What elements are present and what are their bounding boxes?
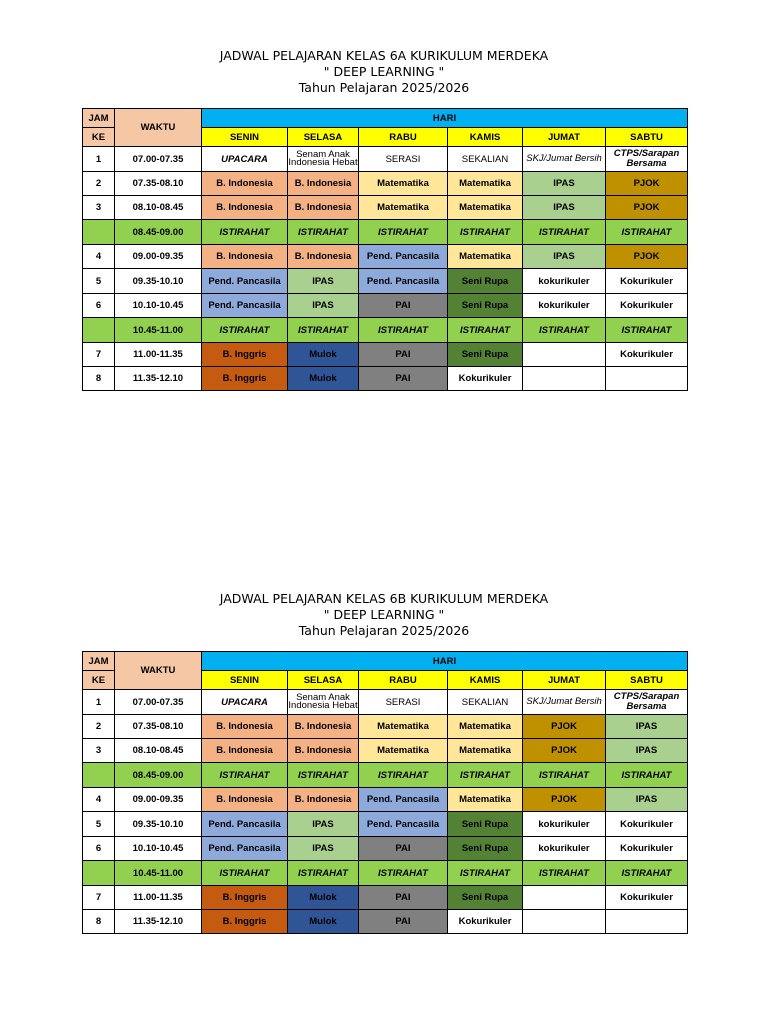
waktu-cell: 11.00-11.35 [115,343,202,367]
jam-cell: 7 [83,343,115,367]
subject-cell: Pend. Pancasila [202,269,288,294]
subject-cell [523,910,606,934]
subject-cell: B. Indonesia [288,715,359,739]
subject-cell: IPAS [288,294,359,318]
subject-cell: kokurikuler [523,269,606,294]
day-header: SENIN [202,671,288,690]
subject-cell: PJOK [523,739,606,763]
break-cell: ISTIRAHAT [523,861,606,886]
title-line-1: JADWAL PELAJARAN KELAS 6B KURIKULUM MERDEKA [219,591,549,606]
subject-cell: IPAS [288,837,359,861]
subject-cell: Pend. Pancasila [359,269,448,294]
title-line-2: " DEEP LEARNING " [323,607,445,622]
waktu-header: WAKTU [115,109,202,147]
waktu-cell: 08.10-08.45 [115,739,202,763]
subject-cell: B. Indonesia [288,172,359,196]
waktu-cell: 11.35-12.10 [115,910,202,934]
subject-cell: B. Inggris [202,343,288,367]
subject-cell: IPAS [523,245,606,269]
subject-cell: IPAS [288,812,359,837]
break-cell: ISTIRAHAT [202,763,288,788]
break-cell: ISTIRAHAT [448,763,523,788]
jam-header-bottom: KE [83,671,115,690]
waktu-cell: 08.10-08.45 [115,196,202,220]
subject-cell [523,886,606,910]
subject-cell [523,367,606,391]
subject-cell: PAI [359,367,448,391]
subject-cell: PJOK [606,172,688,196]
day-header: SELASA [288,671,359,690]
subject-cell: Mulok [288,886,359,910]
subject-cell: Seni Rupa [448,837,523,861]
jam-cell [83,763,115,788]
subject-cell: PJOK [523,715,606,739]
jam-header-top: JAM [83,652,115,671]
subject-cell: SERASI [359,690,448,715]
break-cell: ISTIRAHAT [606,318,688,343]
waktu-cell: 10.45-11.00 [115,318,202,343]
subject-cell: kokurikuler [523,837,606,861]
subject-cell: Matematika [359,172,448,196]
jam-cell: 6 [83,294,115,318]
subject-cell: Seni Rupa [448,343,523,367]
jam-header-bottom: KE [83,128,115,147]
subject-cell: SKJ/Jumat Bersih [523,147,606,172]
schedule-table [82,108,688,391]
waktu-cell: 10.10-10.45 [115,294,202,318]
subject-cell: B. Indonesia [288,196,359,220]
break-cell: ISTIRAHAT [288,220,359,245]
subject-cell [523,343,606,367]
break-cell: ISTIRAHAT [202,220,288,245]
jam-cell [83,220,115,245]
day-header: KAMIS [448,128,523,147]
day-header: JUMAT [523,671,606,690]
waktu-cell: 09.00-09.35 [115,245,202,269]
subject-cell: Matematika [359,715,448,739]
subject-cell: PJOK [606,196,688,220]
break-cell: ISTIRAHAT [288,861,359,886]
subject-cell: Kokurikuler [606,294,688,318]
subject-cell: Seni Rupa [448,812,523,837]
schedule-table [82,651,688,934]
subject-cell: B. Indonesia [288,788,359,812]
waktu-cell: 09.00-09.35 [115,788,202,812]
subject-cell: Matematika [448,245,523,269]
subject-cell: Pend. Pancasila [202,294,288,318]
subject-cell: IPAS [606,715,688,739]
waktu-cell: 09.35-10.10 [115,812,202,837]
day-header: RABU [359,671,448,690]
jam-cell: 7 [83,886,115,910]
jam-header-top: JAM [83,109,115,128]
subject-cell: kokurikuler [523,294,606,318]
subject-cell: B. Indonesia [288,245,359,269]
break-cell: ISTIRAHAT [359,763,448,788]
subject-cell: PAI [359,886,448,910]
subject-cell: PAI [359,910,448,934]
subject-cell: CTPS/Sarapan Bersama [606,147,688,172]
day-header: SABTU [606,671,688,690]
jam-cell: 2 [83,172,115,196]
subject-cell: Senam Anak Indonesia Hebat [288,147,359,172]
day-header: SABTU [606,128,688,147]
subject-cell: B. Inggris [202,886,288,910]
waktu-cell: 08.45-09.00 [115,763,202,788]
waktu-cell: 07.35-08.10 [115,715,202,739]
jam-cell: 5 [83,812,115,837]
subject-cell: CTPS/Sarapan Bersama [606,690,688,715]
break-cell: ISTIRAHAT [606,861,688,886]
jam-cell: 2 [83,715,115,739]
day-header: SELASA [288,128,359,147]
waktu-cell: 07.00-07.35 [115,690,202,715]
subject-cell: Pend. Pancasila [359,812,448,837]
subject-cell: IPAS [606,788,688,812]
break-cell: ISTIRAHAT [523,763,606,788]
subject-cell: IPAS [288,269,359,294]
jam-cell: 4 [83,788,115,812]
subject-cell: Seni Rupa [448,886,523,910]
subject-cell: B. Indonesia [202,245,288,269]
subject-cell: Kokurikuler [606,886,688,910]
subject-cell: Matematika [359,196,448,220]
subject-cell: PJOK [523,788,606,812]
break-cell: ISTIRAHAT [523,318,606,343]
break-cell: ISTIRAHAT [202,318,288,343]
schedule-title [0,591,768,639]
subject-cell: B. Indonesia [202,715,288,739]
break-cell: ISTIRAHAT [606,763,688,788]
break-cell: ISTIRAHAT [606,220,688,245]
subject-cell: kokurikuler [523,812,606,837]
jam-cell [83,861,115,886]
hari-header: HARI [202,652,688,671]
jam-cell [83,318,115,343]
subject-cell: SEKALIAN [448,690,523,715]
subject-cell: PAI [359,837,448,861]
jam-cell: 6 [83,837,115,861]
waktu-cell: 07.35-08.10 [115,172,202,196]
day-header: SENIN [202,128,288,147]
break-cell: ISTIRAHAT [359,861,448,886]
subject-cell: Pend. Pancasila [202,812,288,837]
jam-cell: 1 [83,147,115,172]
subject-cell: Kokurikuler [448,367,523,391]
break-cell: ISTIRAHAT [523,220,606,245]
subject-cell: Kokurikuler [606,343,688,367]
subject-cell: Kokurikuler [606,837,688,861]
waktu-cell: 10.45-11.00 [115,861,202,886]
title-line-2: " DEEP LEARNING " [323,64,445,79]
subject-cell: SEKALIAN [448,147,523,172]
subject-cell: PAI [359,294,448,318]
subject-cell: B. Indonesia [202,788,288,812]
subject-cell: Matematika [448,196,523,220]
subject-cell: Kokurikuler [606,269,688,294]
waktu-cell: 07.00-07.35 [115,147,202,172]
subject-cell: IPAS [523,196,606,220]
jam-cell: 8 [83,910,115,934]
title-line-1: JADWAL PELAJARAN KELAS 6A KURIKULUM MERDEKA [219,48,549,63]
jam-cell: 8 [83,367,115,391]
break-cell: ISTIRAHAT [288,318,359,343]
subject-cell: Senam Anak Indonesia Hebat [288,690,359,715]
waktu-cell: 11.00-11.35 [115,886,202,910]
title-line-3: Tahun Pelajaran 2025/2026 [298,80,470,95]
subject-cell: Seni Rupa [448,269,523,294]
hari-header: HARI [202,109,688,128]
subject-cell: Mulok [288,343,359,367]
subject-cell: IPAS [523,172,606,196]
subject-cell: Matematika [448,715,523,739]
schedule-title [0,48,768,96]
subject-cell: Mulok [288,367,359,391]
subject-cell: B. Indonesia [288,739,359,763]
waktu-cell: 08.45-09.00 [115,220,202,245]
day-header: KAMIS [448,671,523,690]
subject-cell: SKJ/Jumat Bersih [523,690,606,715]
waktu-cell: 09.35-10.10 [115,269,202,294]
jam-cell: 3 [83,739,115,763]
subject-cell: Matematika [448,739,523,763]
break-cell: ISTIRAHAT [448,318,523,343]
subject-cell [606,910,688,934]
waktu-cell: 10.10-10.45 [115,837,202,861]
subject-cell: Kokurikuler [448,910,523,934]
jam-cell: 4 [83,245,115,269]
subject-cell: PAI [359,343,448,367]
break-cell: ISTIRAHAT [202,861,288,886]
subject-cell: IPAS [606,739,688,763]
jam-cell: 3 [83,196,115,220]
subject-cell: B. Indonesia [202,196,288,220]
waktu-header: WAKTU [115,652,202,690]
subject-cell: Matematika [448,788,523,812]
subject-cell: Pend. Pancasila [359,245,448,269]
subject-cell: Pend. Pancasila [202,837,288,861]
waktu-cell: 11.35-12.10 [115,367,202,391]
subject-cell: Seni Rupa [448,294,523,318]
subject-cell: PJOK [606,245,688,269]
day-header: JUMAT [523,128,606,147]
break-cell: ISTIRAHAT [448,220,523,245]
subject-cell: B. Indonesia [202,172,288,196]
title-line-3: Tahun Pelajaran 2025/2026 [298,623,470,638]
jam-cell: 1 [83,690,115,715]
subject-cell: Kokurikuler [606,812,688,837]
subject-cell: Matematika [359,739,448,763]
subject-cell: B. Indonesia [202,739,288,763]
subject-cell: B. Inggris [202,367,288,391]
subject-cell: SERASI [359,147,448,172]
subject-cell: Matematika [448,172,523,196]
subject-cell: UPACARA [202,690,288,715]
subject-cell: Pend. Pancasila [359,788,448,812]
jam-cell: 5 [83,269,115,294]
break-cell: ISTIRAHAT [448,861,523,886]
subject-cell: Mulok [288,910,359,934]
subject-cell: UPACARA [202,147,288,172]
day-header: RABU [359,128,448,147]
subject-cell [606,367,688,391]
break-cell: ISTIRAHAT [288,763,359,788]
break-cell: ISTIRAHAT [359,220,448,245]
break-cell: ISTIRAHAT [359,318,448,343]
subject-cell: B. Inggris [202,910,288,934]
